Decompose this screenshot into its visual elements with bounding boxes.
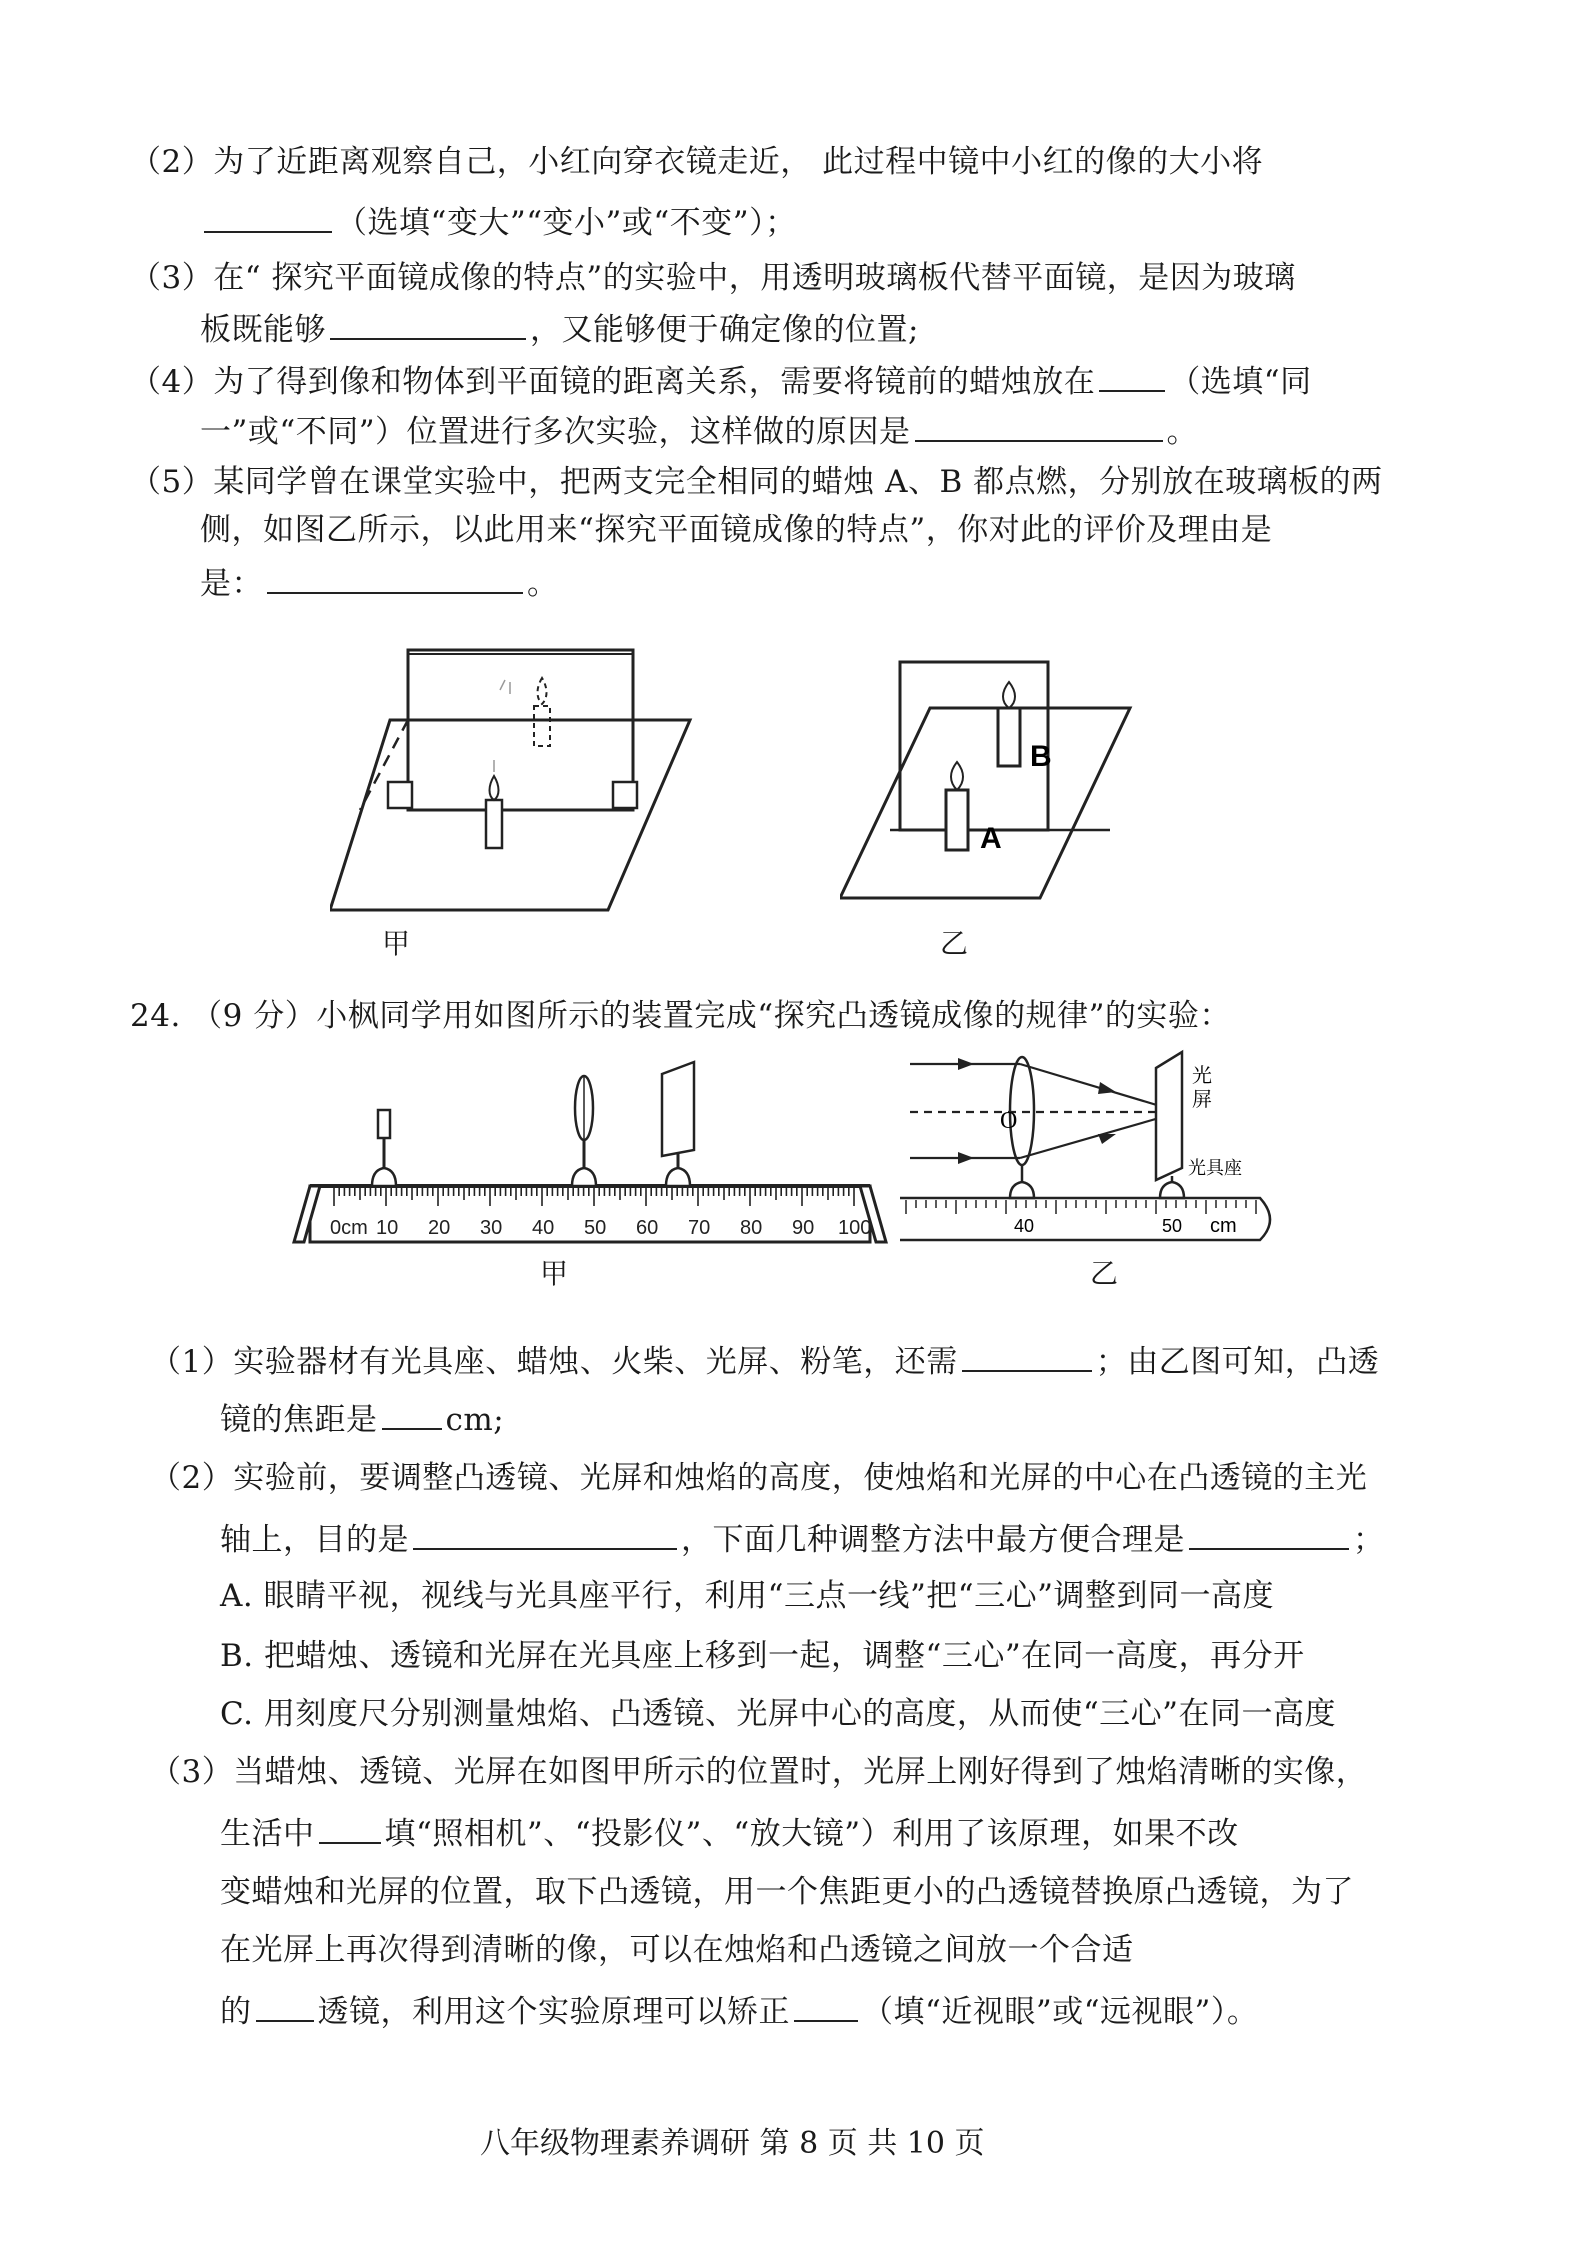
q23-p4-text-b: （选填“同 [1169, 364, 1312, 400]
table-surface [840, 708, 1130, 898]
glass-plate [900, 662, 1048, 830]
bench-lens [572, 1076, 596, 1186]
q24-header: 24. （9 分）小枫同学用如图所示的装置完成“探究凸透镜成像的规律”的实验： [130, 998, 1231, 1034]
label-b: B [1030, 740, 1052, 773]
screen-label-2: 屏 [1192, 1087, 1212, 1111]
figure-focal-length [900, 1048, 1280, 1248]
q23-p4-line1 [130, 360, 1312, 402]
q24-p2-text-b: ，下面几种调整方法中最方便合理是 [681, 1522, 1185, 1558]
q24-p2-text-c: ； [1353, 1522, 1385, 1558]
ruler-label: 50 [584, 1217, 607, 1239]
ruler-label: 0cm [330, 1217, 368, 1239]
figure-mirror-yi [840, 658, 1140, 904]
q23-p3-text-a: 板既能够 [200, 312, 326, 348]
page-footer: 八年级物理素养调研 第 8 页 共 10 页 [480, 2126, 985, 2161]
q24-p3-text-c: 的 [220, 1994, 252, 2030]
ruler-ticks [906, 1200, 1256, 1214]
q24-option-a: A. 眼睛平视，视线与光具座平行，利用“三点一线”把“三心”调整到同一高度 [220, 1578, 1274, 1614]
q23-p5-line2: 侧，如图乙所示，以此用来“探究平面镜成像的特点”，你对此的评价及理由是 [200, 512, 1273, 548]
stand-left [388, 782, 412, 808]
ruler-label: 60 [636, 1217, 659, 1239]
q24-p1-line2 [220, 1398, 504, 1440]
candle-b [998, 682, 1052, 773]
answer-blank[interactable] [267, 562, 523, 594]
answer-blank[interactable] [1099, 360, 1165, 392]
answer-blank[interactable] [256, 1990, 314, 2022]
label-a: A [980, 822, 1002, 855]
candle-image [534, 678, 550, 746]
q24-p1-text-c: 镜的焦距是 [220, 1402, 378, 1438]
q24-p2-text-a: 轴上，目的是 [220, 1522, 409, 1558]
candle-real [486, 760, 502, 848]
answer-blank[interactable] [915, 410, 1163, 442]
answer-blank[interactable] [330, 308, 526, 340]
q24-p1-text-d: cm; [445, 1402, 505, 1438]
q24-p3-text-b: 填“照相机”、“投影仪”、“放大镜”）利用了该原理，如果不改 [384, 1816, 1239, 1852]
tick-40: 40 [1014, 1216, 1035, 1236]
answer-blank[interactable] [413, 1518, 677, 1550]
q23-p5-text-a: 是： [200, 566, 263, 602]
q23-p4-line2 [200, 410, 1198, 452]
figure-bench-jia-caption: 甲 [540, 1257, 569, 1290]
screen-label-1: 光 [1192, 1063, 1212, 1087]
q24-p2-line2 [220, 1518, 1385, 1560]
q24-option-b: B. 把蜡烛、透镜和光屏在光具座上移到一起，调整“三心”在同一高度，再分开 [220, 1638, 1305, 1674]
q24-p2-line1: （2）实验前，要调整凸透镜、光屏和烛焰的高度，使烛焰和光屏的中心在凸透镜的主光 [150, 1460, 1368, 1496]
answer-blank[interactable] [204, 201, 332, 233]
stand-right [613, 782, 637, 808]
q23-p2-line1: （2）为了近距离观察自己，小红向穿衣镜走近， 此过程中镜中小红的像的大小将 [130, 144, 1264, 180]
ruler-label: 40 [532, 1217, 555, 1239]
q24-p3-line1: （3）当蜡烛、透镜、光屏在如图甲所示的位置时，光屏上刚好得到了烛焰清晰的实像， [150, 1754, 1368, 1790]
q24-p3-line4: 在光屏上再次得到清晰的像，可以在烛焰和凸透镜之间放一个合适 [220, 1932, 1134, 1968]
q23-p5-line3 [200, 562, 559, 604]
glass-plate [408, 650, 633, 810]
q24-p3-text-d: 透镜，利用这个实验原理可以矫正 [317, 1994, 790, 2030]
figure-focal-yi-caption: 乙 [1090, 1257, 1119, 1290]
q23-p4-text-a: （4）为了得到像和物体到平面镜的距离关系，需要将镜前的蜡烛放在 [130, 364, 1096, 400]
figure-optical-bench [290, 1058, 890, 1258]
q23-p5-line1: （5）某同学曾在课堂实验中，把两支完全相同的蜡烛 A、B 都点燃，分别放在玻璃板的两 [130, 464, 1383, 500]
stand-label: 光具座 [1188, 1158, 1242, 1179]
ruler-label: 20 [428, 1217, 451, 1239]
answer-blank[interactable] [319, 1812, 381, 1844]
q23-p3-line1: （3）在“ 探究平面镜成像的特点”的实验中，用透明玻璃板代替平面镜，是因为玻璃 [130, 260, 1296, 296]
light-screen [1156, 1052, 1182, 1180]
figure-yi-caption: 乙 [940, 927, 969, 960]
table-surface [330, 720, 690, 910]
tick-50: 50 [1162, 1216, 1183, 1236]
q23-p4-text-c: 一”或“不同”）位置进行多次实验，这样做的原因是 [200, 414, 911, 450]
ruler-label: 100 [838, 1217, 872, 1239]
q24-p3-text-a: 生活中 [220, 1816, 315, 1852]
bench-candle [372, 1110, 396, 1186]
q24-p3-line3: 变蜡烛和光屏的位置，取下凸透镜，用一个焦距更小的凸透镜替换原凸透镜，为了 [220, 1874, 1354, 1910]
q23-p5-text-b: 。 [527, 566, 559, 602]
q24-p3-text-e: （填“近视眼”或“远视眼”）。 [862, 1994, 1259, 2030]
ruler-label: 70 [688, 1217, 711, 1239]
q24-p1-text-a: （1）实验器材有光具座、蜡烛、火柴、光屏、粉笔，还需 [150, 1344, 958, 1380]
ruler-label: 30 [480, 1217, 503, 1239]
q24-option-c: C. 用刻度尺分别测量烛焰、凸透镜、光屏中心的高度，从而使“三心”在同一高度 [220, 1696, 1337, 1732]
q23-p3-text-b: ，又能够便于确定像的位置; [530, 312, 919, 348]
lens-center-label: O [1000, 1108, 1018, 1134]
figure-jia-caption: 甲 [382, 927, 411, 960]
q24-p1-text-b: ；由乙图可知，凸透 [1095, 1344, 1380, 1380]
ruler-label: 80 [740, 1217, 763, 1239]
answer-blank[interactable] [1189, 1518, 1349, 1550]
q23-p4-text-d: 。 [1166, 414, 1199, 450]
q23-p2-line2 [200, 201, 797, 243]
q23-p3-line2 [200, 308, 919, 350]
unit-cm: cm [1210, 1215, 1237, 1237]
q23-p2-text: （选填“变大”“变小”或“不变”）； [336, 205, 797, 241]
answer-blank[interactable] [794, 1990, 858, 2022]
answer-blank[interactable] [382, 1398, 442, 1430]
q24-p3-line5 [220, 1990, 1258, 2032]
ruler-label: 90 [792, 1217, 815, 1239]
q24-p3-line2 [220, 1812, 1239, 1854]
q24-p1-line1 [150, 1340, 1379, 1382]
bench-screen [662, 1062, 694, 1186]
answer-blank[interactable] [962, 1340, 1092, 1372]
candle-a [946, 762, 1002, 855]
ruler-label: 10 [376, 1217, 399, 1239]
figure-mirror-jia [330, 610, 710, 930]
